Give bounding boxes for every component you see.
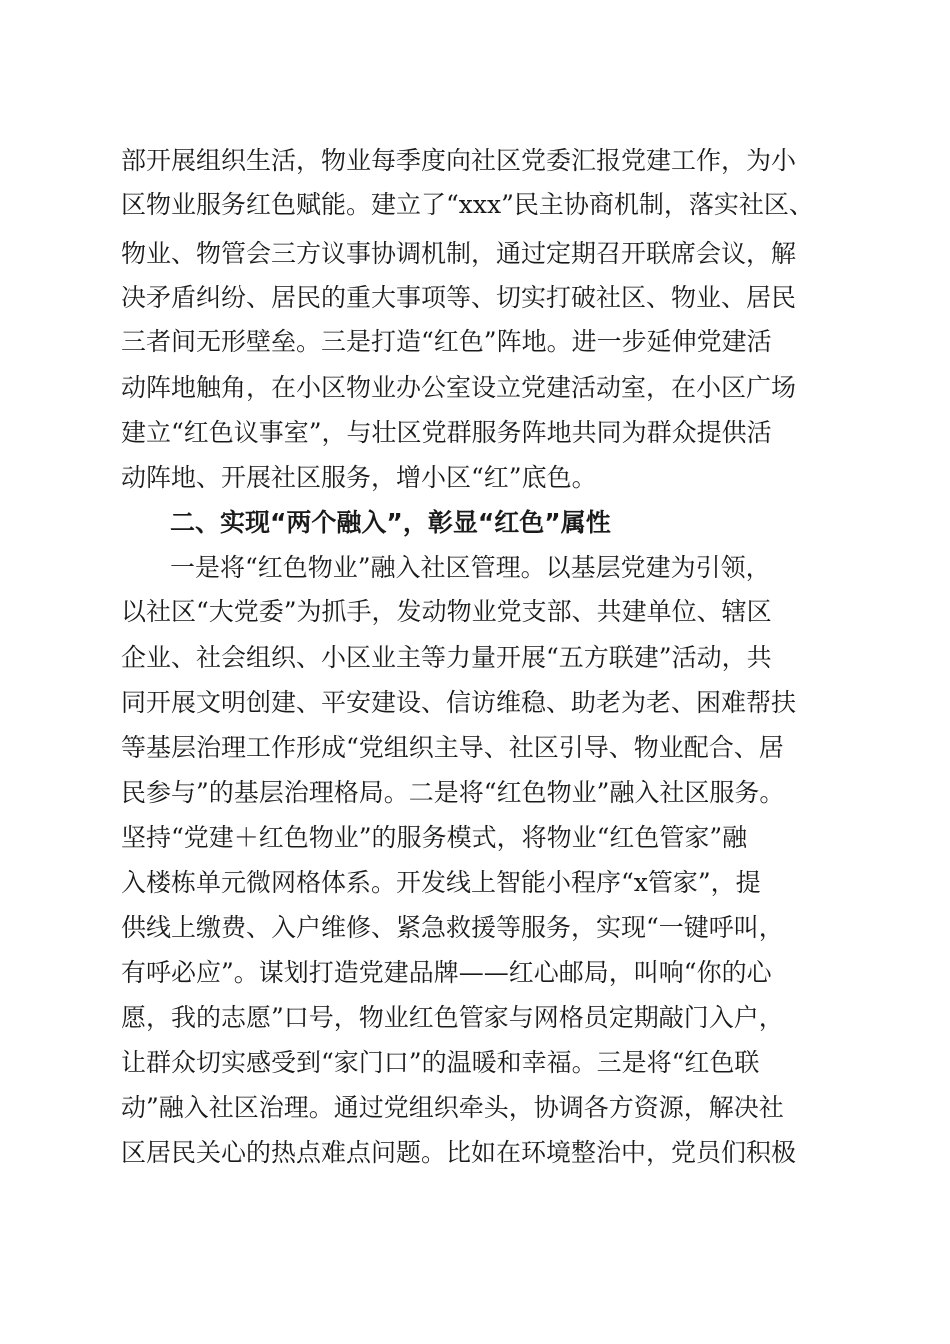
paragraph-line-16: 坚持“党建＋红色物业”的服务模式，将物业“红色管家”融 <box>121 823 748 852</box>
paragraph-line-23: 区居民关心的热点难点问题。比如在环境整治中，党员们积极 <box>121 1138 797 1167</box>
paragraph-line-3: 物业、物管会三方议事协调机制，通过定期召开联席会议，解 <box>121 239 797 268</box>
paragraph-line-7: 建立“红色议事室”，与壮区党群服务阵地共同为群众提供活 <box>121 418 772 447</box>
paragraph-line-8: 动阵地、开展社区服务，增小区“红”底色。 <box>121 463 597 492</box>
section-heading: 二、实现“两个融入”，彰显“红色”属性 <box>170 508 611 537</box>
paragraph-line-2: 区物业服务红色赋能。建立了“xxx”民主协商机制，落实社区、 <box>121 190 814 219</box>
paragraph-line-14: 等基层治理工作形成“党组织主导、社区引导、物业配合、居 <box>121 733 784 762</box>
paragraph-line-12: 企业、社会组织、小区业主等力量开展“五方联建”活动，共 <box>121 643 772 672</box>
paragraph-line-1: 部开展组织生活，物业每季度向社区党委汇报党建工作，为小 <box>121 146 797 175</box>
paragraph-line-6: 动阵地触角，在小区物业办公室设立党建活动室，在小区广场 <box>121 373 797 402</box>
paragraph-line-18: 供线上缴费、入户维修、紧急救援等服务，实现“一键呼叫， <box>121 913 784 942</box>
paragraph-line-19: 有呼必应”。谋划打造党建品牌——红心邮局，叫响“你的心 <box>121 958 772 987</box>
paragraph-line-15: 民参与”的基层治理格局。二是将“红色物业”融入社区服务。 <box>121 778 785 807</box>
paragraph-line-17: 入楼栋单元微网格体系。开发线上智能小程序“x管家”，提 <box>121 868 761 897</box>
paragraph-line-21: 让群众切实感受到“家门口”的温暖和幸福。三是将“红色联 <box>121 1048 760 1077</box>
paragraph-line-5: 三者间无形壁垒。三是打造“红色”阵地。进一步延伸党建活 <box>121 327 772 356</box>
paragraph-line-11: 以社区“大党委”为抓手，发动物业党支部、共建单位、辖区 <box>121 597 772 626</box>
paragraph-line-4: 决矛盾纠纷、居民的重大事项等、切实打破社区、物业、居民 <box>121 283 797 312</box>
paragraph-line-22: 动”融入社区治理。通过党组织牵头，协调各方资源，解决社 <box>121 1093 784 1122</box>
paragraph-line-20: 愿，我的志愿”口号，物业红色管家与网格员定期敲门入户， <box>121 1003 784 1032</box>
paragraph-line-13: 同开展文明创建、平安建设、信访维稳、助老为老、困难帮扶 <box>121 688 797 717</box>
paragraph-line-10: 一是将“红色物业”融入社区管理。以基层党建为引领， <box>170 553 771 582</box>
